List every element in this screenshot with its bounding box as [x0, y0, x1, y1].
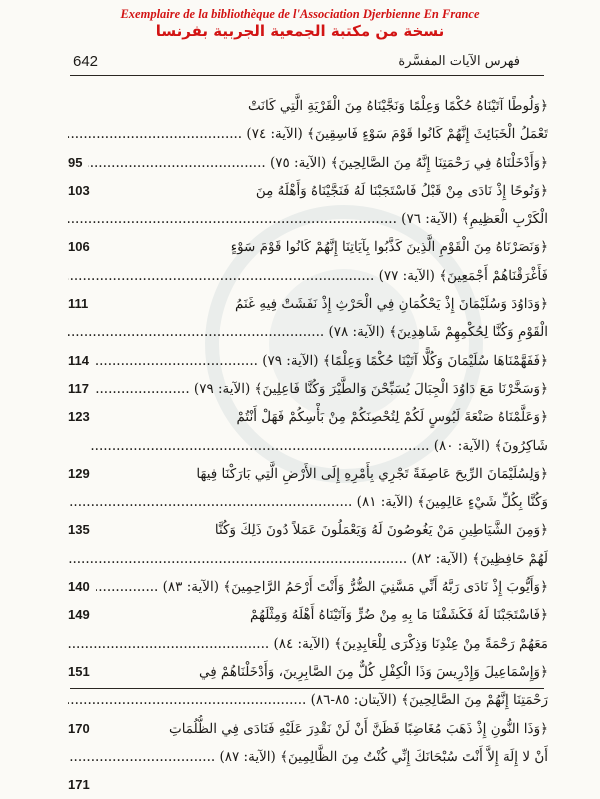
index-entry: [68, 290, 548, 347]
verse-line: تَعْمَلُ الْخَبَائِثَ إِنَّهُمْ كَانُوا قَوْمَ سَوْءٍ فَاسِقِينَ﴾ (الآية: ٧٤) .....: [68, 120, 548, 148]
verse-line: مَعَهُمْ رَحْمَةً مِنْ عِنْدِنَا وَذِكْرَى لِلْعَابِدِينَ﴾ (الآية: ٨٤) .....: [68, 630, 548, 658]
verse-line: أَنْ لا إِلَهَ إِلاَّ أَنْتَ سُبْحَانَكَ إِنِّي كُنْتُ مِنَ الظَّالِمِينَ﴾ (الآية: ٨٧) .....: [68, 743, 548, 771]
verse-line: ﴿وَأَيُّوبَ إِذْ نَادَى رَبَّهُ أَنِّي مَسَّنِيَ الضُّرُّ وَأَنْتَ أَرْحَمُ الرَّاحِمِينَ﴾ (الآية: ٨٣) .....: [68, 573, 548, 601]
index-entry: [68, 715, 548, 772]
verse-line: فَأَغْرَقْنَاهُمْ أَجْمَعِينَ﴾ (الآية: ٧٧) .....: [68, 262, 548, 290]
entry-page-number: 123: [68, 403, 96, 431]
entry-page-number: 129: [68, 460, 96, 488]
entry-page-number: 170: [68, 715, 96, 743]
verse-line: الْكَرْبِ الْعَظِيمِ﴾ (الآية: ٧٦) .....: [68, 205, 548, 233]
index-entry: [68, 149, 548, 177]
verse-line: رَحْمَتِنَا إِنَّهُمْ مِنَ الصَّالِحِينَ﴾ (الآيتان: ٨٥-٨٦) .....: [68, 686, 548, 714]
verse-line: ﴿وَلِسُلَيْمَانَ الرِّيحَ عَاصِفَةً تَجْرِي بِأَمْرِهِ إِلَى الأَرْضِ الَّتِي بَارَكْنَا فِيهَا: [196, 465, 548, 482]
verse-line: الْقَوْمِ وَكُنَّا لِحُكْمِهِمْ شَاهِدِينَ﴾ (الآية: ٧٨) .....: [68, 318, 548, 346]
verse-line: ﴿وَنُوحًا إِذْ نَادَى مِنْ قَبْلُ فَاسْتَجَبْنَا لَهُ فَنَجَّيْنَاهُ وَأَهْلَهُ مِنَ: [255, 182, 548, 199]
footer-rule: [70, 688, 544, 689]
verse-line: شَاكِرُونَ﴾ (الآية: ٨٠) .....: [68, 432, 548, 460]
entry-page-number: 117: [68, 375, 95, 403]
library-stamp-arabic: نسخة من مكتبة الجمعية الجربية بفرنسا: [155, 22, 445, 40]
library-stamp-french: Exemplaire de la bibliothèque de l'Association Djerbienne En France: [120, 7, 480, 21]
entry-page-number: 140: [68, 573, 96, 601]
index-entry: [68, 601, 548, 658]
entry-page-number: 171: [68, 771, 96, 799]
entry-page-number: [68, 92, 74, 120]
page-title: فهرس الآيات المفسَّرة: [398, 54, 520, 69]
index-entry: [68, 233, 548, 290]
verse-line: ﴿وَذَا النُّونِ إِذْ ذَهَبَ مُغَاضِبًا فَظَنَّ أَنْ لَنْ نَقْدِرَ عَلَيْهِ فَنَادَى فِي الظُّلُمَاتِ: [168, 720, 548, 737]
verse-line: وَكُنَّا بِكُلِّ شَيْءٍ عَالِمِينَ﴾ (الآية: ٨١) .....: [68, 488, 548, 516]
verse-line: ﴿وَأَدْخَلْنَاهُ فِي رَحْمَتِنَا إِنَّهُ مِنَ الصَّالِحِينَ﴾ (الآية: ٧٥) .....: [68, 149, 548, 177]
entry-page-number: 111: [68, 290, 94, 318]
index-entry: [68, 658, 548, 715]
index-entry: [68, 516, 548, 573]
entry-page-number: 151: [68, 658, 96, 686]
verse-line: ﴿وَدَاوُدَ وَسُلَيْمَانَ إِذْ يَحْكُمَانِ فِي الْحَرْثِ إِذْ نَفَشَتْ فِيهِ غَنَمُ: [234, 296, 548, 313]
index-entry: [68, 573, 548, 601]
verse-line: ﴿وَعَلَّمْنَاهُ صَنْعَةَ لَبُوسٍ لَكُمْ لِتُحْصِنَكُمْ مِنْ بَأْسِكُمْ فَهَلْ أَنْتُمْ: [236, 409, 548, 426]
verse-line: ﴿وَسَخَّرْنَا مَعَ دَاوُدَ الْجِبَالَ يُسَبِّحْنَ وَالطَّيْرَ وَكُنَّا فَاعِلِينَ﴾ (الآية: ٧٩) .....: [68, 375, 548, 403]
index-entry: [68, 347, 548, 375]
entry-page-number: 149: [68, 601, 96, 629]
entry-page-number: 103: [68, 177, 96, 205]
verse-line: ﴿وَنَصَرْنَاهُ مِنَ الْقَوْمِ الَّذِينَ كَذَّبُوا بِآيَاتِنَا إِنَّهُمْ كَانُوا قَوْمَ سَوْءٍ: [230, 239, 548, 256]
index-entry: [68, 460, 548, 517]
index-entry: [68, 92, 548, 149]
page-number: 642: [73, 53, 99, 70]
entry-page-number: 95: [68, 149, 88, 177]
verse-line: ﴿وَلُوطًا آتَيْنَاهُ حُكْمًا وَعِلْمًا وَنَجَّيْنَاهُ مِنَ الْقَرْيَةِ الَّتِي كَانَتْ: [248, 98, 548, 114]
index-entry: [68, 771, 548, 799]
entry-page-number: 135: [68, 516, 96, 544]
verse-index-list: [68, 92, 548, 799]
index-entry: [68, 177, 548, 234]
entry-page-number: 114: [68, 347, 95, 375]
header-rule: [70, 75, 544, 76]
verse-line: ﴿وَمِنَ الشَّيَاطِينِ مَنْ يَغُوصُونَ لَهُ وَيَعْمَلُونَ عَمَلاً دُونَ ذَلِكَ وَكُنَّا: [214, 522, 548, 539]
entry-page-number: 106: [68, 233, 96, 261]
verse-line: ﴿فَاسْتَجَبْنَا لَهُ فَكَشَفْنَا مَا بِهِ مِنْ ضُرٍّ وَآتَيْنَاهُ أَهْلَهُ وَمِثْلَهُمْ: [250, 607, 548, 624]
index-entry: [68, 403, 548, 460]
verse-line: ﴿وَإِسْمَاعِيلَ وَإِدْرِيسَ وَذَا الْكِفْلِ كُلٌّ مِنَ الصَّابِرِينَ، وَأَدْخَلْنَاهُمْ فِي: [198, 663, 548, 680]
verse-line: لَهُمْ حَافِظِينَ﴾ (الآية: ٨٢) .....: [68, 545, 548, 573]
verse-line: ﴿فَفَهَّمْنَاهَا سُلَيْمَانَ وَكُلًّا آتَيْنَا حُكْمًا وَعِلْمًا﴾ (الآية: ٧٩) .....: [68, 347, 548, 375]
index-entry: [68, 375, 548, 403]
